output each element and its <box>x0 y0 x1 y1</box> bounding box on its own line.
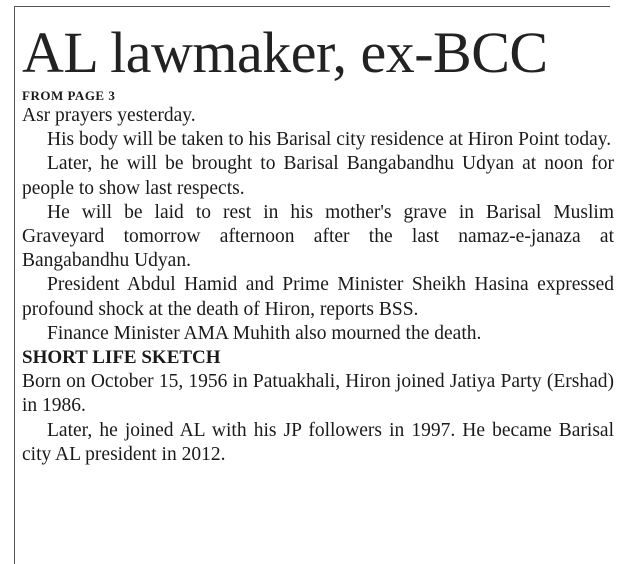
article-column <box>22 20 614 467</box>
paragraph: Asr prayers yesterday. <box>22 105 196 126</box>
paragraph: Born on October 15, 1956 in Patuakhali, Hiron joined Jatiya Party (Ershad) in 1986. <box>22 371 614 417</box>
paragraph: Later, he joined AL with his JP followers in 1997. He became Barisal city AL president in 2012. <box>22 419 614 465</box>
paragraph: His body will be taken to his Barisal city residence at Hiron Point today. <box>47 129 612 151</box>
headline: AL lawmaker, ex-BCC <box>22 20 548 85</box>
top-rule <box>14 6 610 7</box>
paragraph: President Abdul Hamid and Prime Minister Sheikh Hasina expressed profound shock at the death of Hiron, reports BSS. <box>22 274 614 320</box>
paragraph: He will be laid to rest in his mother's grave in Barisal Muslim Graveyard tomorrow afternoon after the last namaz-e-janaza at Bangabandhu Udyan. <box>22 201 614 272</box>
jump-line: FROM PAGE 3 <box>22 88 116 103</box>
subhead: SHORT LIFE SKETCH <box>22 347 221 369</box>
paragraph: Finance Minister AMA Muhith also mourned the death. <box>47 322 482 344</box>
article-body <box>22 104 614 467</box>
paragraph: Later, he will be brought to Barisal Bangabandhu Udyan at noon for people to show last respects. <box>22 153 614 199</box>
column-rule <box>14 6 15 564</box>
